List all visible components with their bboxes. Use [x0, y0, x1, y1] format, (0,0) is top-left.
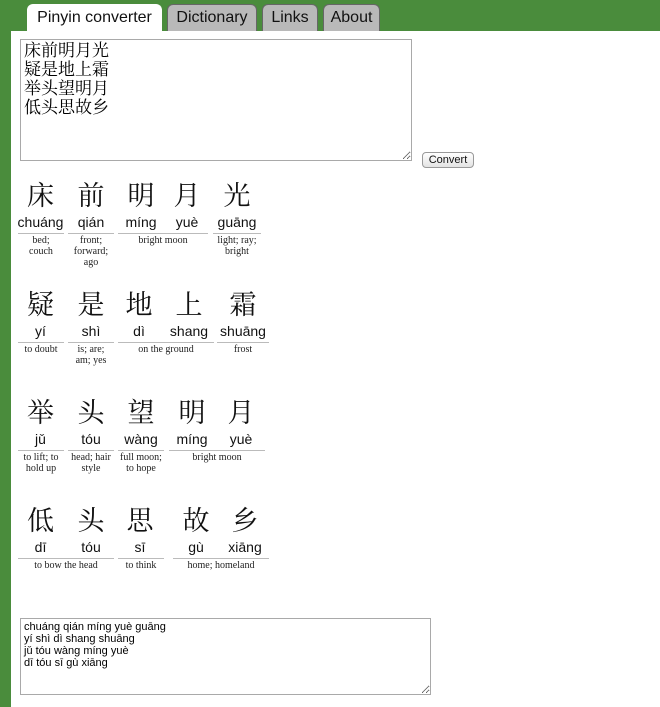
- char-cell: [217, 290, 269, 340]
- hanzi: 上: [175, 290, 203, 321]
- hanzi: 床: [27, 181, 54, 212]
- char-cell: [167, 181, 207, 231]
- meaning-rule: [18, 342, 64, 343]
- meaning: is; are; am; yes: [75, 344, 107, 366]
- char-cell: [118, 290, 160, 340]
- char-cell: [17, 398, 64, 448]
- hanzi: 低: [27, 506, 54, 537]
- meaning-rule: [18, 450, 64, 451]
- char-cell: [17, 181, 64, 231]
- char-cell: [68, 181, 114, 231]
- pinyin: yuè: [175, 214, 199, 230]
- meaning: bright moon: [138, 235, 188, 246]
- meaning: frost: [233, 344, 253, 355]
- pinyin: tóu: [81, 431, 101, 447]
- char-cell: [173, 506, 219, 556]
- pinyin: wàng: [124, 431, 158, 447]
- chinese-input[interactable]: [20, 39, 412, 161]
- meaning-rule: [68, 233, 114, 234]
- meaning-rule: [68, 342, 114, 343]
- hanzi: 头: [77, 398, 105, 429]
- tab-about[interactable]: About: [323, 4, 380, 31]
- hanzi: 地: [125, 290, 153, 321]
- hanzi: 头: [77, 506, 105, 537]
- meaning-rule: [173, 558, 269, 559]
- hanzi: 乡: [231, 506, 259, 537]
- meaning: light; ray; bright: [217, 235, 257, 257]
- tab-pinyin-converter[interactable]: Pinyin converter: [27, 4, 162, 33]
- hanzi: 明: [178, 398, 206, 429]
- char-cell: [68, 398, 114, 448]
- meaning: to doubt: [24, 344, 58, 355]
- char-cell: [68, 290, 114, 340]
- pinyin: yí: [35, 323, 46, 339]
- char-cell: [213, 181, 261, 231]
- char-cell: [221, 506, 269, 556]
- char-cell: [68, 506, 114, 556]
- hanzi: 明: [127, 181, 155, 212]
- converter-panel: [11, 31, 660, 707]
- pinyin: xiāng: [228, 539, 262, 555]
- char-cell: [118, 398, 164, 448]
- pinyin: yuè: [229, 431, 253, 447]
- char-cell: [17, 290, 64, 340]
- hanzi: 望: [127, 398, 155, 429]
- meaning: to lift; to hold up: [23, 452, 59, 474]
- meaning-rule: [18, 558, 114, 559]
- char-cell: [118, 181, 164, 231]
- pinyin: jǔ: [35, 431, 46, 447]
- char-cell: [169, 398, 215, 448]
- meaning: home; homeland: [187, 560, 255, 571]
- pinyin: shì: [81, 323, 101, 339]
- tab-dictionary[interactable]: Dictionary: [167, 4, 257, 31]
- hanzi: 前: [77, 181, 105, 212]
- meaning: to bow the head: [34, 560, 98, 571]
- hanzi: 霜: [229, 290, 257, 321]
- meaning-rule: [213, 233, 261, 234]
- pinyin: dī: [34, 539, 47, 555]
- tab-links[interactable]: Links: [262, 4, 318, 31]
- meaning: bright moon: [192, 452, 242, 463]
- char-cell: [164, 290, 214, 340]
- meaning-rule: [118, 450, 164, 451]
- meaning-rule: [118, 342, 214, 343]
- pinyin: qián: [77, 214, 105, 230]
- char-cell: [17, 506, 64, 556]
- hanzi: 疑: [27, 290, 54, 321]
- meaning-rule: [118, 558, 164, 559]
- pinyin: chuáng: [17, 214, 64, 230]
- meaning-rule: [68, 450, 114, 451]
- convert-button[interactable]: Convert: [422, 152, 474, 168]
- meaning-rule: [169, 450, 265, 451]
- pinyin: shang: [169, 323, 209, 339]
- hanzi: 月: [227, 398, 255, 429]
- hanzi: 思: [126, 506, 154, 537]
- meaning: bed; couch: [29, 235, 53, 257]
- meaning-rule: [118, 233, 208, 234]
- hanzi: 举: [27, 398, 54, 429]
- hanzi: 月: [173, 181, 201, 212]
- pinyin-output[interactable]: [20, 618, 431, 695]
- hanzi: 故: [182, 506, 210, 537]
- pinyin: shuāng: [220, 323, 266, 339]
- char-cell: [217, 398, 265, 448]
- pinyin: sī: [134, 539, 146, 555]
- pinyin: gù: [188, 539, 204, 555]
- meaning-rule: [217, 342, 269, 343]
- char-cell: [120, 506, 160, 556]
- pinyin: tóu: [81, 539, 101, 555]
- meaning: front; forward; ago: [73, 235, 109, 268]
- meaning-rule: [18, 233, 64, 234]
- hanzi: 是: [77, 290, 105, 321]
- pinyin: míng: [125, 214, 157, 230]
- meaning: head; hair style: [71, 452, 111, 474]
- meaning: on the ground: [138, 344, 194, 355]
- pinyin: dì: [133, 323, 145, 339]
- pinyin: guāng: [217, 214, 257, 230]
- hanzi: 光: [223, 181, 251, 212]
- meaning: full moon; to hope: [120, 452, 162, 474]
- meaning: to think: [125, 560, 157, 571]
- pinyin: míng: [176, 431, 208, 447]
